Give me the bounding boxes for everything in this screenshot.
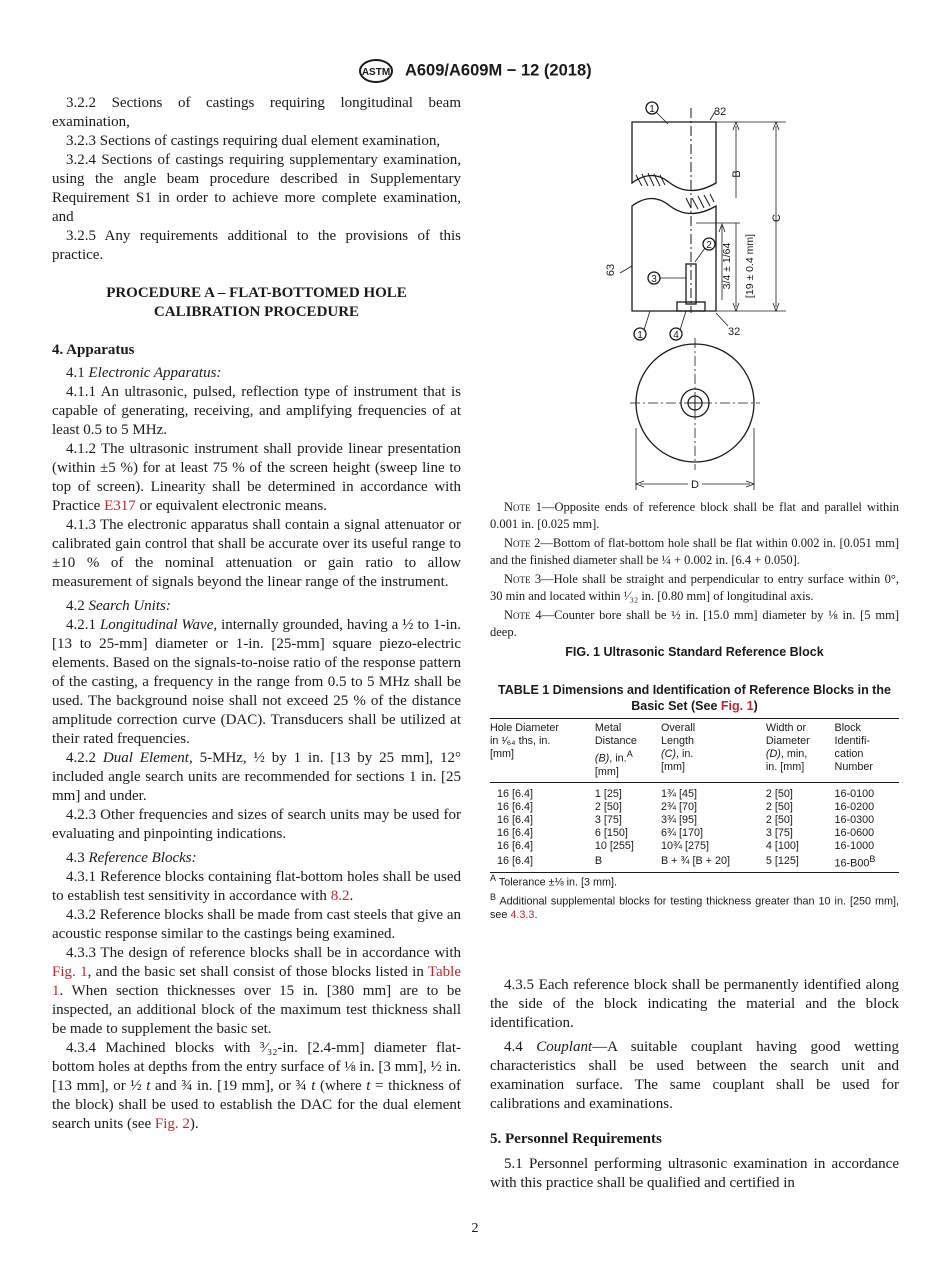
table-header-2: Overall Length (C), in. [mm] [661,719,766,783]
callout-2: 2 [706,240,712,251]
table-cell: 4 [100] [765,839,799,852]
callout-4: 4 [673,330,679,341]
para-4-2-3: 4.2.3 Other frequencies and sizes of search units may be used for evaluating and pinpointing indications. [52,807,461,842]
para-4-3-3: 4.3.3 The design of reference blocks shall be in accordance with Fig. 1, and the basic set shall consist of those blocks listed in Table 1. When section thicknesses over 15 in. [380 mm] are to be inspected, an additional block of the maximum test thickness shall be made to supplement the basic set. [52,945,462,1037]
table-cell: 16 [6.4] [497,800,534,813]
table-cell: 16-0100 [834,787,875,800]
footnote-a: $^A$ Tolerance ±⅛ in. [3 mm]. [490,873,617,889]
table-cell: 16 [6.4] [497,787,534,800]
para-3-2-5: 3.2.5 Any requirements additional to the provisions of this practice. [52,228,461,263]
page-header [0,58,950,84]
dim-top-32: 32 [714,106,727,118]
table-header-4: Block Identifi- cation Number [835,719,899,783]
callout-3: 3 [651,274,657,285]
table-cell: 3 [75] [765,826,793,839]
table-row [490,853,899,873]
para-4-3-5: 4.3.5 Each reference block shall be permanently identified along the side of the block indicating the material and the block identification. [490,977,899,1031]
para-4-3-4: 4.3.4 Machined blocks with ³⁄₃₂-in. [2.4-mm] diameter flat-bottom holes at depths from the entry surface of ⅛ in. [3 mm], ½ in. [13 mm], or ½ t and ¾ in. [19 mm], or ¾ t (where t = thickness of the block) shall be used to establish the DAC for the dual element search units (see Fig. 2). [52,1040,461,1132]
para-4-1: 4.1 Electronic Apparatus: [66,365,222,381]
dim-bottom-32: 32 [728,326,741,338]
table-cell: 16 [6.4] [497,826,534,839]
reference-blocks-table [490,718,899,873]
para-3-2-4: 3.2.4 Sections of castings requiring supplementary examination, using the angle beam procedure described in Supplementary Requirement S1 in order to achieve more complete examination, and [52,152,461,225]
para-4-1-3: 4.1.3 The electronic apparatus shall contain a signal attenuator or calibrated gain control that shall be accurate over its useful range to ±10 % of the nominal attenuation or gain ratio to allow measurement of signals beyond the linear range of the instrument. [52,517,461,590]
table-caption: TABLE 1 Dimensions and Identification of Reference Blocks in the Basic Set (See Fig. 1) [498,683,891,713]
table-row [490,801,899,814]
para-4-1-1: 4.1.1 An ultrasonic, pulsed, reflection type of instrument that is capable of generating, receiving, and amplifying frequencies of at least 0.5 to 5 MHz. [52,384,461,438]
para-5-1: 5.1 Personnel performing ultrasonic examination in accordance with this practice shall be qualified and certified in [490,1156,899,1191]
link-fig-1-caption[interactable]: Fig. 1 [720,699,754,713]
note-2: Note 2—Bottom of flat-bottom hole shall be flat within 0.002 in. [0.051 mm] and the finished diameter shall be ¼ + 0.002 in. [6.4 + 0.050]. [490,536,899,567]
table-header-3: Width or Diameter (D), min, in. [mm] [766,719,835,783]
table-cell: 6¾ [170] [660,826,703,839]
table-cell: 1 [25] [594,787,622,800]
callout-1-bottom: 1 [637,330,643,341]
dim-B: B [731,170,743,178]
dim-C: C [771,214,783,222]
astm-logo-icon [358,58,394,84]
dim-63: 63 [605,263,617,277]
table-cell: 2 [50] [765,787,793,800]
link-table-1[interactable]: Table 1 [52,964,462,999]
table-row [490,840,899,853]
right-column [490,976,899,1193]
table-cell: 3¾ [95] [660,813,697,826]
note-1: Note 1—Opposite ends of reference block shall be flat and parallel within 0.001 in. [0.025 mm]. [490,500,899,531]
para-4-3-1: 4.3.1 Reference blocks containing flat-bottom holes shall be used to establish test sensitivity in accordance with 8.2. [52,869,461,904]
table-cell: B + ¾ [B + 20] [661,853,766,873]
table-cell: 5 [125] [766,853,835,873]
dim-depth-mm: [19 ± 0.4 mm] [744,233,756,299]
table-cell: 10 [255] [594,839,634,852]
table-cell: 2¾ [70] [660,800,697,813]
table-row [490,814,899,827]
note-4: Note 4—Counter bore shall be ½ in. [15.0 mm] diameter by ⅛ in. [5 mm] deep. [490,608,899,639]
table-cell: 16-0300 [834,813,875,826]
para-4-3: 4.3 Reference Blocks: [66,850,197,866]
link-fig-1[interactable]: Fig. 1 [52,964,88,980]
table-cell: 16-0200 [834,800,875,813]
para-3-2-2: 3.2.2 Sections of castings requiring longitudinal beam examination, [52,95,461,130]
table-cell: 16 [6.4] [497,813,534,826]
link-e317[interactable]: E317 [104,498,136,514]
table-header-0: Hole Diameter in ¹⁄₆₄ ths, in. [mm] [490,719,595,783]
callout-1-top: 1 [649,104,655,115]
procedure-title: PROCEDURE A – FLAT-BOTTOMED HOLE CALIBRATION PROCEDURE [106,285,407,320]
table-row [490,827,899,840]
figure-caption: FIG. 1 Ultrasonic Standard Reference Block [565,645,824,659]
heading-apparatus: 4. Apparatus [52,342,135,358]
table-cell: 16 [6.4] [490,853,595,873]
left-column [52,94,461,1134]
table-cell: 2 [50] [594,800,622,813]
table-header-1: Metal Distance (B), in.$^A$ [mm] [595,719,661,783]
heading-personnel: 5. Personnel Requirements [490,1131,662,1147]
block-lower [632,199,716,312]
table-row [490,782,899,801]
link-4-3-3[interactable]: 4.3.3 [510,909,535,922]
table-cell: 16-0600 [834,826,875,839]
table-cell: 1¾ [45] [660,787,697,800]
link-fig-2[interactable]: Fig. 2 [154,1116,190,1132]
table-cell: 2 [50] [765,813,793,826]
table-cell: 6 [150] [594,826,628,839]
figure-notes [490,499,899,643]
para-4-2-1: 4.2.1 Longitudinal Wave, internally grounded, having a ½ to 1-in. [13 to 25-mm] diameter or 1-in. [25-mm] square piezo-electric elements. Based on the signals-to-noise ratio of the response pattern of the casting, a frequency in the range from 0.5 to 5 MHz shall be used. The background noise shall not exceed 25 % of the distance amplitude correction curve (DAC). Transducers shall be utilized at their rated frequencies. [52,617,462,747]
para-4-2: 4.2 Search Units: [66,598,171,614]
note-3: Note 3—Hole shall be straight and perpendicular to entry surface within 0°, 30 min and located within ¹⁄₃₂ in. [0.80 mm] of longitudinal axis. [490,572,899,603]
table-cell: B [595,853,661,873]
para-3-2-3: 3.2.3 Sections of castings requiring dual element examination, [66,133,441,149]
footnote-b: $^B$ Additional supplemental blocks for testing thickness greater than 10 in. [250 mm], see 4.3.3. [490,891,899,922]
table-cell: $16-B00^B$ [835,853,899,873]
table-footnotes [490,871,899,922]
table-cell: 16 [6.4] [497,839,534,852]
page-number: 2 [471,1221,479,1236]
reference-block-figure [590,98,820,493]
document-title: A609/A609M − 12 (2018) [404,61,592,80]
para-4-2-2: 4.2.2 Dual Element, 5-MHz, ½ by 1 in. [13 by 25 mm], 12° included angle search units are recommended for sections 1 in. [25 mm] and under. [52,750,461,804]
para-4-4: 4.4 Couplant—A suitable couplant having good wetting characteristics shall be used between the search unit and examination surface. The same couplant shall be used for calibrations and examinations. [490,1039,899,1112]
para-4-3-2: 4.3.2 Reference blocks shall be made from cast steels that give an acoustic response similar to the castings being examined. [52,907,461,942]
table-cell: 10¾ [275] [660,839,709,852]
svg-text:ASTM: ASTM [362,67,391,78]
table-cell: 3 [75] [594,813,622,826]
table-cell: 2 [50] [765,800,793,813]
dim-depth: 3/4 ± 1/64 [721,242,733,290]
link-8-2[interactable]: 8.2 [330,888,350,904]
table-cell: 16-1000 [834,839,875,852]
para-4-1-2: 4.1.2 The ultrasonic instrument shall provide linear presentation (within ±5 %) for at least 75 % of the screen height (sweep line to top of screen). Linearity shall be determined in accordance with Practice E317 or equivalent electronic means. [52,441,461,514]
dim-D: D [691,479,699,491]
